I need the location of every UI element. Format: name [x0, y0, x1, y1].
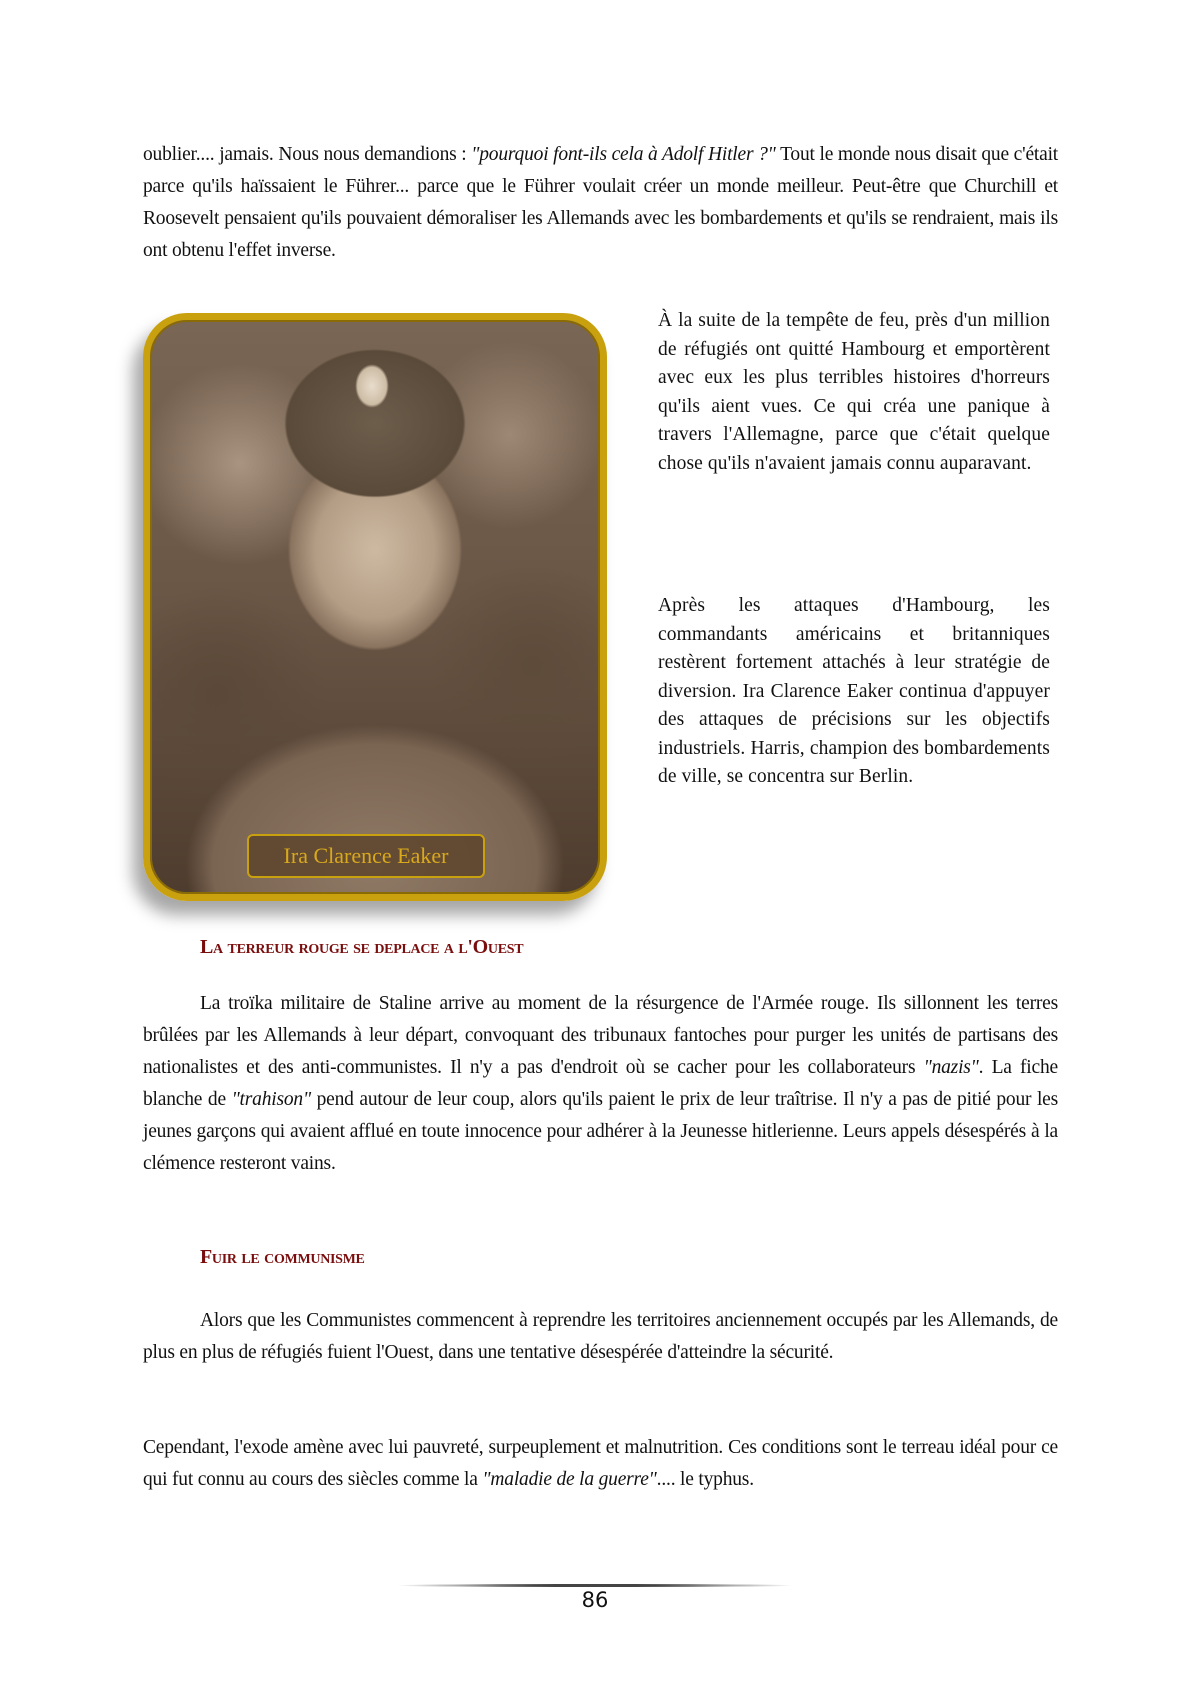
- intro-text: oublier.... jamais. Nous nous demandions :: [143, 144, 472, 165]
- section2-text-2: Cependant, l'exode amène avec lui pauvreté, surpeuplement et malnutrition. Ces conditions sont le terreau idéal pour ce qui fut connu au cours des siècles comme la: [143, 1437, 1058, 1490]
- section2-text-3: .... le typhus.: [656, 1469, 754, 1490]
- section-heading-terreur-rouge: La terreur rouge se deplace a l'Ouest: [200, 936, 524, 958]
- page-number: 86: [581, 1588, 609, 1612]
- section2-paragraph-2: [143, 1432, 1058, 1496]
- side-paragraph-1: À la suite de la tempête de feu, près d'un million de réfugiés ont quitté Hambourg et emportèrent avec eux les plus terribles histoires d'horreurs qu'ils aient vues. Ce qui créa une panique à travers l'Allemagne, parce que c'était quelque chose qu'ils n'avaient jamais connu auparavant.: [658, 310, 1050, 474]
- photo-caption-badge: [247, 834, 485, 878]
- quote-trahison: "trahison": [231, 1089, 311, 1110]
- quote-nazis: "nazis": [923, 1057, 979, 1078]
- section-heading-fuir-communisme: Fuir le communisme: [200, 1246, 365, 1268]
- intro-paragraph: [143, 139, 1058, 267]
- intro-quote: "pourquoi font-ils cela à Adolf Hitler ?": [471, 144, 776, 165]
- section1-text: La troïka militaire de Staline arrive au moment de la résurgence de l'Armée rouge. Ils sillonnent les terres brûlées par les Allemands à leur départ, convoquant des tribunaux fantoches pour purger les unités de partisans des nationalistes et des anti-communistes. Il n'y a pas d'endroit où se cacher pour les collaborateurs: [143, 993, 1058, 1078]
- section1-text-3: pend autour de leur coup, alors qu'ils paient le prix de leur traîtrise. Il n'y a pas de pitié pour les jeunes garçons qui avaient afflué en toute innocence pour adhérer à la Jeunesse hitlerienne. Leurs appels désespérés à la clémence resteront vains.: [143, 1089, 1059, 1174]
- section1-text-2: . La fiche blanche de: [143, 1057, 1058, 1110]
- intro-text-continued: Tout le monde nous disait que c'était parce qu'ils haïssaient le Führer... parce que le Führer voulait créer un monde meilleur. Peut-être que Churchill et Roosevelt pensaient qu'ils pouvaient démoraliser les Allemands avec les bombardements et qu'ils se rendraient, mais ils ont obtenu l'effet inverse.: [143, 144, 1059, 261]
- quote-maladie-guerre: "maladie de la guerre": [482, 1469, 657, 1490]
- side-paragraph-2: Après les attaques d'Hambourg, les commandants américains et britanniques restèrent fortement attachés à leur stratégie de diversion. Ira Clarence Eaker continua d'appuyer des attaques de précisions sur les objectifs industriels. Harris, champion des bombardements de ville, se concentra sur Berlin.: [658, 595, 1050, 787]
- footer-divider: [395, 1584, 795, 1587]
- photo-caption: Ira Clarence Eaker: [283, 843, 449, 868]
- section2-text: Alors que les Communistes commencent à reprendre les territoires anciennement occupés par les Allemands, de plus en plus de réfugiés fuient l'Ouest, dans une tentative désespérée d'atteindre la sécurité.: [143, 1310, 1058, 1363]
- cap-insignia-icon: [355, 364, 389, 408]
- section2-paragraph-1: [143, 1305, 1058, 1369]
- portrait-photo-frame: [143, 313, 607, 901]
- section1-paragraph: [143, 988, 1058, 1180]
